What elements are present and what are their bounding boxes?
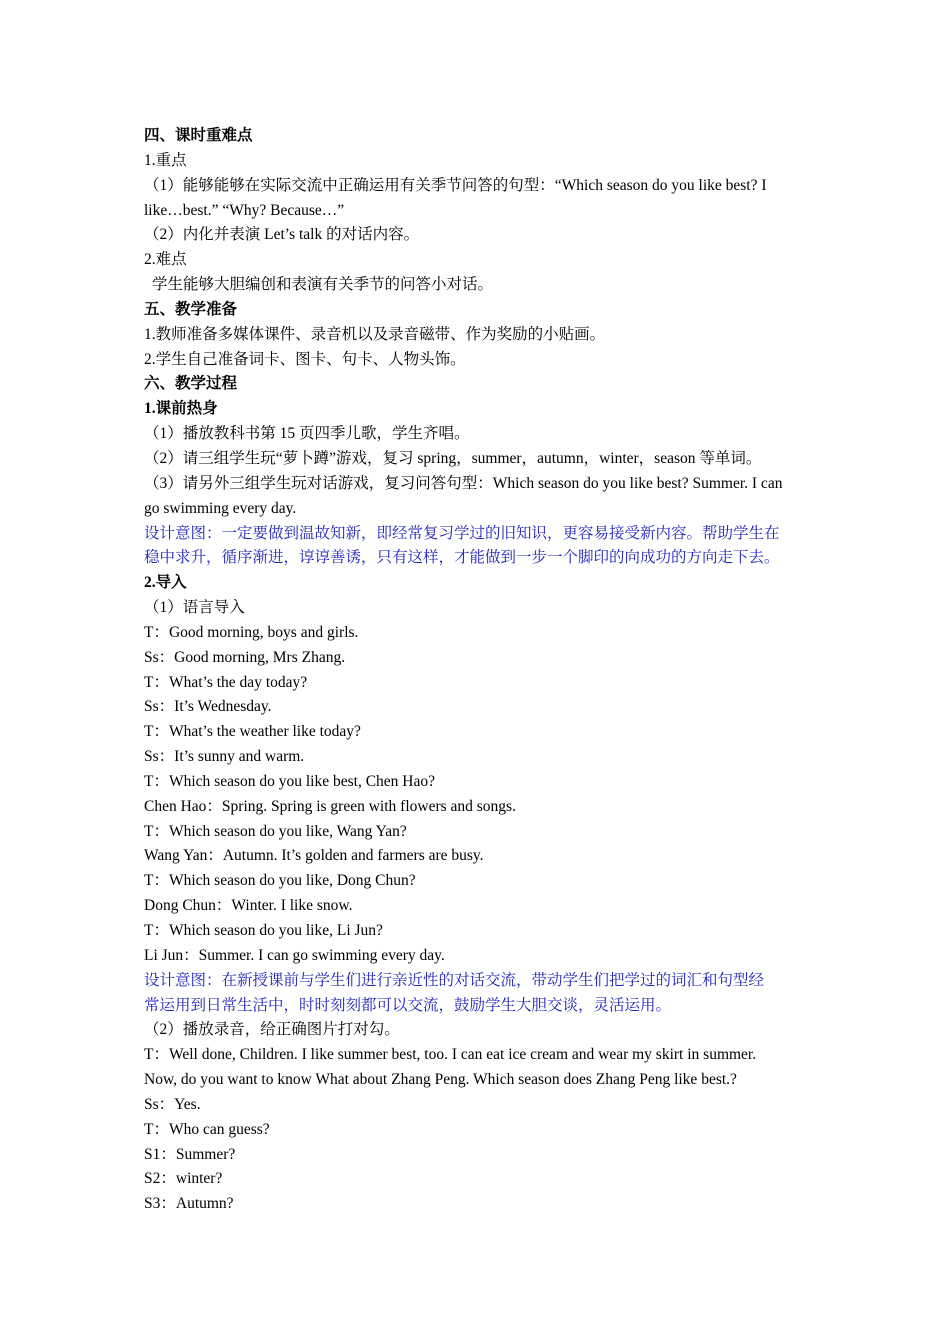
text-line: （3）请另外三组学生玩对话游戏，复习问答句型：Which season do you like best? Summer. I can <box>144 474 783 492</box>
text-line: Ss：Yes. <box>144 1095 201 1113</box>
section-heading: 五、教学准备 <box>144 300 238 318</box>
text-line: Now, do you want to know What about Zhang Peng. Which season does Zhang Peng like best.? <box>144 1071 737 1089</box>
text-line: T：What’s the weather like today? <box>144 723 361 741</box>
text-line: （2）请三组学生玩“萝卜蹲”游戏，复习 spring，summer，autumn，winter，season 等单词。 <box>144 449 762 467</box>
text-line: T：Good morning, boys and girls. <box>144 623 359 641</box>
text-line: S1：Summer? <box>144 1145 236 1163</box>
text-line: like…best.” “Why? Because…” <box>144 201 345 219</box>
text-line: T：Which season do you like, Li Jun? <box>144 922 383 939</box>
text-line: （2）内化并表演 Let’s talk 的对话内容。 <box>144 226 420 244</box>
section-heading: 四、课时重难点 <box>144 127 253 144</box>
design-intent-note: 常运用到日常生活中，时时刻刻都可以交流，鼓励学生大胆交谈，灵活运用。 <box>144 996 672 1014</box>
text-line: 2.学生自己准备词卡、图卡、句卡、人物头饰。 <box>144 350 466 368</box>
text-line: go swimming every day. <box>144 499 297 517</box>
design-intent-note: 设计意图：在新授课前与学生们进行亲近性的对话交流，带动学生们把学过的词汇和句型经 <box>144 971 765 989</box>
text-line: Li Jun：Summer. I can go swimming every day. <box>144 946 445 964</box>
text-line: （1）语言导入 <box>144 599 245 617</box>
text-line: Ss：It’s Wednesday. <box>144 698 272 716</box>
section-heading: 1.课前热身 <box>144 400 218 418</box>
text-line: 1.教师准备多媒体课件、录音机以及录音磁带、作为奖励的小贴画。 <box>144 325 606 343</box>
text-line: T：Well done, Children. I like summer best, too. I can eat ice cream and wear my skirt in summer. <box>144 1046 757 1064</box>
text-line: Ss：Good morning, Mrs Zhang. <box>144 648 346 666</box>
text-line: S2：winter? <box>144 1170 223 1188</box>
text-line: Ss：It’s sunny and warm. <box>144 748 305 766</box>
text-line: 2.难点 <box>144 251 187 269</box>
text-line: S3：Autumn? <box>144 1195 234 1213</box>
text-line: （1）能够能够在实际交流中正确运用有关季节问答的句型：“Which season do you like best? I <box>144 176 767 194</box>
text-line: T：Who can guess? <box>144 1120 270 1138</box>
text-line: T：Which season do you like best, Chen Hao? <box>144 772 435 790</box>
text-line: 1.重点 <box>144 151 187 169</box>
text-line: 学生能够大胆编创和表演有关季节的问答小对话。 <box>152 276 494 294</box>
section-heading: 六、教学过程 <box>144 375 238 393</box>
text-line: （1）播放教科书第 15 页四季儿歌，学生齐唱。 <box>144 425 470 443</box>
text-line: Wang Yan：Autumn. It’s golden and farmers are busy. <box>144 847 484 865</box>
document-body <box>144 124 808 1217</box>
text-line: Chen Hao：Spring. Spring is green with flowers and songs. <box>144 797 516 815</box>
text-line: （2）播放录音，给正确图片打对勾。 <box>144 1021 400 1039</box>
text-line: T：Which season do you like, Dong Chun? <box>144 872 416 890</box>
text-line: T：What’s the day today? <box>144 673 308 691</box>
text-line: Dong Chun：Winter. I like snow. <box>144 897 353 915</box>
section-heading: 2.导入 <box>144 574 187 592</box>
design-intent-note: 稳中求升，循序渐进，谆谆善诱，只有这样，才能做到一步一个脚印的向成功的方向走下去。 <box>144 549 780 567</box>
text-line: T：Which season do you like, Wang Yan? <box>144 822 407 840</box>
design-intent-note: 设计意图：一定要做到温故知新，即经常复习学过的旧知识，更容易接受新内容。帮助学生在 <box>144 524 780 542</box>
